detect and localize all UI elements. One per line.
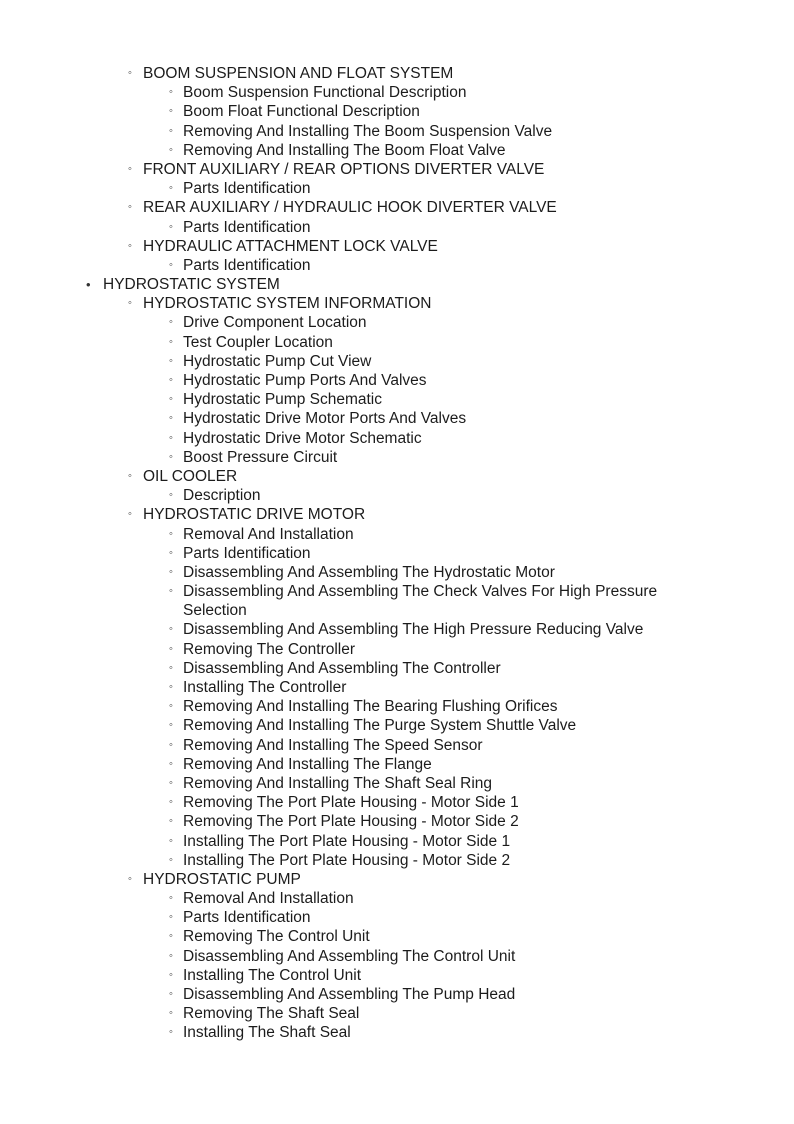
toc-section	[0, 275, 794, 294]
toc-item-label: Disassembling And Assembling The Control Unit	[183, 947, 516, 965]
toc-item-label: Hydrostatic Pump Cut View	[183, 352, 372, 370]
toc-item-label: Removing The Controller	[183, 640, 356, 658]
toc-item-label: Boom Float Functional Description	[183, 103, 420, 121]
toc-item-label: Hydrostatic Drive Motor Schematic	[183, 429, 422, 447]
toc-item-label: HYDROSTATIC SYSTEM INFORMATION	[143, 295, 432, 313]
toc-item-label: Description	[183, 487, 261, 505]
toc-topic-link[interactable]	[0, 102, 794, 121]
toc-item-label: Removing And Installing The Flange	[183, 755, 432, 773]
toc-topic-link[interactable]	[0, 429, 794, 448]
toc-topic-link[interactable]	[0, 525, 794, 544]
toc-item-label: Removal And Installation	[183, 890, 354, 908]
toc-item-label: Removing The Port Plate Housing - Motor Side 1	[183, 794, 519, 812]
toc-topic-link[interactable]	[0, 352, 794, 371]
bullet-circle-icon: ◦	[169, 489, 173, 502]
bullet-circle-icon: ◦	[169, 393, 173, 406]
table-of-contents	[0, 64, 794, 1043]
bullet-circle-icon: ◦	[169, 834, 173, 847]
toc-subsection	[0, 160, 794, 179]
toc-topic-link[interactable]	[0, 409, 794, 428]
toc-topic-link[interactable]	[0, 889, 794, 908]
toc-topic-link[interactable]	[0, 83, 794, 102]
bullet-circle-icon: ◦	[169, 815, 173, 828]
bullet-circle-icon: ◦	[169, 642, 173, 655]
toc-topic-link[interactable]	[0, 371, 794, 390]
bullet-circle-icon: ◦	[128, 67, 132, 79]
toc-topic-link[interactable]	[0, 697, 794, 716]
bullet-circle-icon: ◦	[169, 546, 173, 559]
bullet-circle-icon: ◦	[169, 143, 173, 156]
toc-item-label: Removing And Installing The Boom Float Valve	[183, 141, 506, 159]
toc-topic-link[interactable]	[0, 333, 794, 352]
toc-item-label: Disassembling And Assembling The Hydrostatic Motor	[183, 563, 555, 581]
toc-item-label: Boost Pressure Circuit	[183, 448, 338, 466]
toc-item-label: Installing The Controller	[183, 679, 347, 697]
toc-topic-link[interactable]	[0, 1023, 794, 1042]
toc-topic-link[interactable]	[0, 985, 794, 1004]
toc-topic-link[interactable]	[0, 448, 794, 467]
toc-topic-link[interactable]	[0, 179, 794, 198]
bullet-circle-icon: ◦	[169, 719, 173, 732]
toc-topic-link[interactable]	[0, 218, 794, 237]
bullet-circle-icon: ◦	[169, 182, 173, 195]
toc-item-label: HYDRAULIC ATTACHMENT LOCK VALVE	[143, 237, 438, 255]
toc-subsection	[0, 198, 794, 217]
bullet-disc-icon: •	[86, 277, 91, 293]
bullet-circle-icon: ◦	[128, 201, 132, 214]
toc-topic-link[interactable]	[0, 755, 794, 774]
toc-item-label: Removing And Installing The Purge System Shuttle Valve	[183, 717, 577, 735]
bullet-circle-icon: ◦	[169, 949, 173, 962]
toc-topic-link[interactable]	[0, 1004, 794, 1023]
toc-topic-link[interactable]	[0, 774, 794, 793]
toc-item-label: Disassembling And Assembling The Pump Head	[183, 986, 516, 1004]
toc-item-label: Installing The Shaft Seal	[183, 1024, 351, 1042]
toc-item-label: BOOM SUSPENSION AND FLOAT SYSTEM	[143, 65, 454, 82]
toc-item-label: Removing The Shaft Seal	[183, 1005, 360, 1023]
bullet-circle-icon: ◦	[169, 220, 173, 233]
bullet-circle-icon: ◦	[169, 450, 173, 463]
toc-topic-link[interactable]	[0, 141, 794, 160]
toc-item-label: Disassembling And Assembling The Controller	[183, 659, 501, 677]
toc-item-label: Drive Component Location	[183, 314, 367, 332]
toc-topic-link[interactable]	[0, 659, 794, 678]
toc-subsection	[0, 467, 794, 486]
toc-subsection	[0, 870, 794, 889]
toc-topic-link[interactable]	[0, 122, 794, 141]
toc-topic-link[interactable]	[0, 256, 794, 275]
toc-item-label: Parts Identification	[183, 544, 311, 562]
bullet-circle-icon: ◦	[169, 354, 173, 367]
toc-topic-link[interactable]	[0, 563, 794, 582]
bullet-circle-icon: ◦	[169, 988, 173, 1001]
bullet-circle-icon: ◦	[169, 1026, 173, 1039]
bullet-circle-icon: ◦	[169, 892, 173, 905]
toc-item-label: Removing And Installing The Speed Sensor	[183, 736, 483, 754]
bullet-circle-icon: ◦	[169, 412, 173, 425]
toc-item-label: Removing And Installing The Bearing Flushing Orifices	[183, 698, 558, 716]
bullet-circle-icon: ◦	[169, 930, 173, 943]
toc-topic-link[interactable]	[0, 390, 794, 409]
toc-item-label: Parts Identification	[183, 256, 311, 274]
toc-topic-link[interactable]	[0, 313, 794, 332]
bullet-circle-icon: ◦	[169, 431, 173, 444]
bullet-circle-icon: ◦	[169, 853, 173, 866]
toc-subsection	[0, 505, 794, 524]
toc-topic-link[interactable]	[0, 620, 794, 639]
toc-topic-link[interactable]	[0, 544, 794, 563]
toc-item-label: Parts Identification	[183, 180, 311, 198]
bullet-circle-icon: ◦	[169, 86, 173, 99]
toc-item-label: Hydrostatic Pump Ports And Valves	[183, 372, 427, 389]
toc-item-label: Installing The Control Unit	[183, 966, 362, 984]
bullet-circle-icon: ◦	[128, 162, 132, 175]
bullet-circle-icon: ◦	[169, 565, 173, 578]
toc-item-label: Hydrostatic Drive Motor Ports And Valves	[183, 410, 467, 428]
toc-item-label: HYDROSTATIC SYSTEM	[103, 276, 280, 294]
toc-topic-link[interactable]	[0, 966, 794, 985]
toc-item-label: Removing The Control Unit	[183, 928, 370, 946]
toc-item-label: Removing And Installing The Shaft Seal Ring	[183, 774, 493, 792]
bullet-circle-icon: ◦	[169, 335, 173, 348]
toc-item-label: Test Coupler Location	[183, 333, 333, 351]
toc-item-label: Disassembling And Assembling The Check Valves For High Pressure Selection	[183, 583, 658, 620]
bullet-circle-icon: ◦	[128, 469, 132, 482]
bullet-circle-icon: ◦	[169, 316, 173, 329]
toc-item-label: Removing And Installing The Boom Suspension Valve	[183, 122, 553, 140]
toc-item-label: Hydrostatic Pump Schematic	[183, 391, 382, 409]
toc-subsection	[0, 237, 794, 256]
toc-subsection	[0, 294, 794, 313]
toc-topic-link[interactable]	[0, 908, 794, 927]
toc-topic-link[interactable]	[0, 851, 794, 870]
toc-item-label: HYDROSTATIC DRIVE MOTOR	[143, 506, 366, 524]
toc-topic-link[interactable]	[0, 832, 794, 851]
bullet-circle-icon: ◦	[128, 872, 132, 885]
bullet-circle-icon: ◦	[169, 796, 173, 809]
toc-subsection	[0, 64, 794, 83]
bullet-circle-icon: ◦	[169, 911, 173, 924]
toc-topic-link[interactable]	[0, 927, 794, 946]
toc-item-label: Disassembling And Assembling The High Pressure Reducing Valve	[183, 621, 644, 639]
bullet-circle-icon: ◦	[169, 585, 173, 598]
bullet-circle-icon: ◦	[169, 661, 173, 674]
toc-topic-link[interactable]	[0, 812, 794, 831]
bullet-circle-icon: ◦	[169, 105, 173, 118]
bullet-circle-icon: ◦	[169, 124, 173, 137]
bullet-circle-icon: ◦	[169, 258, 173, 271]
bullet-circle-icon: ◦	[169, 1007, 173, 1020]
toc-item-label: Parts Identification	[183, 909, 311, 927]
toc-topic-link[interactable]	[0, 793, 794, 812]
toc-item-label: Removing The Port Plate Housing - Motor Side 2	[183, 813, 519, 831]
toc-item-label: FRONT AUXILIARY / REAR OPTIONS DIVERTER VALVE	[143, 160, 545, 178]
bullet-circle-icon: ◦	[169, 700, 173, 713]
bullet-circle-icon: ◦	[169, 738, 173, 751]
toc-item-label: Boom Suspension Functional Description	[183, 84, 467, 102]
toc-topic-link[interactable]	[0, 736, 794, 755]
toc-item-label: Removal And Installation	[183, 525, 354, 543]
bullet-circle-icon: ◦	[169, 374, 173, 386]
bullet-circle-icon: ◦	[169, 623, 173, 636]
toc-topic-link[interactable]	[0, 678, 794, 697]
toc-topic-link[interactable]	[0, 640, 794, 659]
bullet-circle-icon: ◦	[169, 681, 173, 694]
bullet-circle-icon: ◦	[169, 968, 173, 981]
toc-item-label: HYDROSTATIC PUMP	[143, 870, 301, 888]
toc-topic-link[interactable]	[0, 947, 794, 966]
toc-item-label: REAR AUXILIARY / HYDRAULIC HOOK DIVERTER VALVE	[143, 199, 557, 217]
bullet-circle-icon: ◦	[169, 527, 173, 540]
bullet-circle-icon: ◦	[128, 239, 132, 252]
toc-item-label: Parts Identification	[183, 218, 311, 236]
bullet-circle-icon: ◦	[128, 508, 132, 521]
toc-topic-link[interactable]	[0, 486, 794, 505]
toc-topic-link[interactable]	[0, 716, 794, 735]
toc-item-label: Installing The Port Plate Housing - Motor Side 1	[183, 832, 511, 850]
bullet-circle-icon: ◦	[128, 297, 132, 310]
bullet-circle-icon: ◦	[169, 757, 173, 770]
toc-item-label: Installing The Port Plate Housing - Motor Side 2	[183, 851, 511, 869]
toc-topic-link[interactable]	[0, 582, 794, 620]
toc-item-label: OIL COOLER	[143, 467, 238, 485]
bullet-circle-icon: ◦	[169, 776, 173, 789]
